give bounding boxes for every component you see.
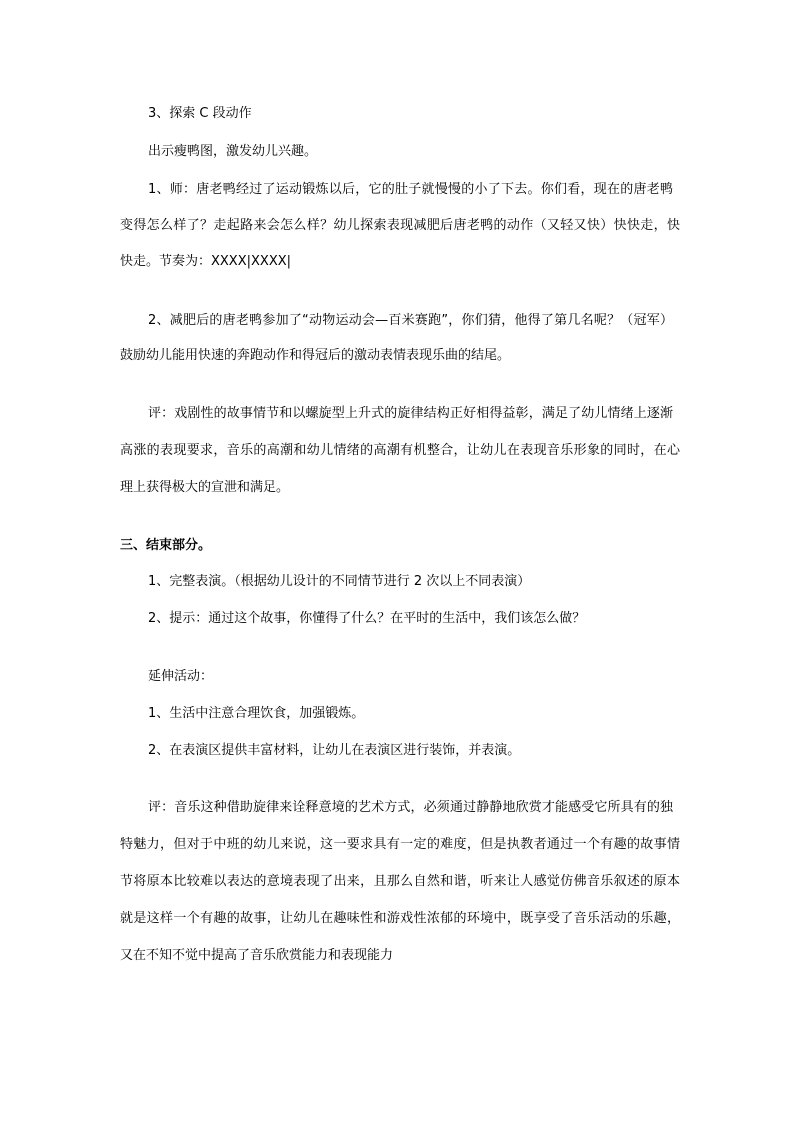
section-c-intro: 出示瘦鸭图，激发幼儿兴趣。 bbox=[148, 144, 318, 159]
comment-line-2: 高涨的表现要求，音乐的高潮和幼儿情绪的高潮有机整合，让幼儿在表现音乐形象的同时，在心 bbox=[120, 443, 680, 458]
final-comment-line-2: 特魅力，但对于中班的幼儿来说，这一要求具有一定的难度，但是执教者通过一个有趣的故事情 bbox=[120, 837, 680, 852]
step2-line-1: 2、减肥后的唐老鸭参加了“动物运动会—百米赛跑”，你们猜，他得了第几名呢？（冠军） bbox=[148, 313, 673, 328]
step2-line-2: 鼓励幼儿能用快速的奔跑动作和得冠后的激动表情表现乐曲的结尾。 bbox=[120, 348, 511, 363]
extension-item-2: 2、在表演区提供丰富材料，让幼儿在表演区进行装饰，并表演。 bbox=[148, 743, 521, 758]
final-comment-line-4: 就是这样一个有趣的故事，让幼儿在趣味性和游戏性浓郁的环境中，既享受了音乐活动的乐趣， bbox=[120, 911, 680, 926]
ending-item-1: 1、完整表演。（根据幼儿设计的不同情节进行 2 次以上不同表演） bbox=[148, 574, 531, 589]
extension-item-1: 1、生活中注意合理饮食，加强锻炼。 bbox=[148, 706, 365, 721]
ending-item-2: 2、提示：通过这个故事，你懂得了什么？在平时的生活中，我们该怎么做？ bbox=[148, 611, 586, 626]
ending-heading: 三、结束部分。 bbox=[120, 538, 212, 553]
step1-line-1: 1、师：唐老鸭经过了运动锻炼以后，它的肚子就慢慢的小了下去。你们看，现在的唐老鸭 bbox=[148, 182, 673, 197]
comment-line-1: 评：戏剧性的故事情节和以螺旋型上升式的旋律结构正好相得益彰，满足了幼儿情绪上逐渐 bbox=[148, 406, 673, 421]
final-comment-line-3: 节将原本比较难以表达的意境表现了出来，且那么自然和谐，听来让人感觉仿佛音乐叙述的原本 bbox=[120, 874, 680, 889]
extension-heading: 延伸活动： bbox=[148, 669, 214, 684]
final-comment-line-5: 又在不知不觉中提高了音乐欣赏能力和表现能力 bbox=[120, 948, 394, 963]
final-comment-line-1: 评：音乐这种借助旋律来诠释意境的艺术方式，必须通过静静地欣赏才能感受它所具有的独 bbox=[148, 800, 673, 815]
step1-line-3: 快走。节奏为：XXXX|XXXX| bbox=[120, 254, 292, 269]
step1-line-2: 变得怎么样了？走起路来会怎么样？幼儿探索表现减肥后唐老鸭的动作（又轻又快）快快走，快 bbox=[120, 218, 680, 233]
section-c-heading: 3、探索 C 段动作 bbox=[148, 106, 252, 121]
comment-line-3: 理上获得极大的宣泄和满足。 bbox=[120, 480, 290, 495]
